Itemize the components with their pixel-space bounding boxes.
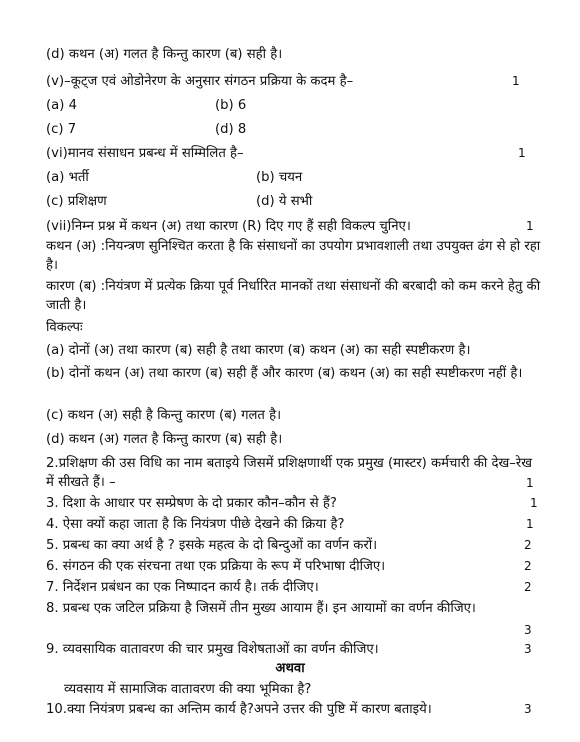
question-vi-option-b: (b) चयन bbox=[256, 170, 303, 185]
question-v-option-b: (b) 6 bbox=[215, 98, 247, 113]
question-10: 10.क्या नियंत्रण प्रबन्ध का अन्तिम कार्य है?अपने उत्तर की पुष्टि में कारण बताइये। bbox=[46, 702, 432, 717]
question-v-option-c: (c) 7 bbox=[46, 122, 77, 137]
question-vi-mark: 1 bbox=[518, 146, 526, 160]
question-4: 4. ऐसा क्यों कहा जाता है कि नियंत्रण पीछे देखने की क्रिया है? bbox=[46, 517, 345, 532]
option-d-line: (d) कथन (अ) गलत है किन्तु कारण (ब) सही है। bbox=[46, 47, 283, 62]
question-vi-option-c: (c) प्रशिक्षण bbox=[46, 194, 107, 209]
question-7-mark: 2 bbox=[524, 580, 532, 594]
question-8: 8. प्रबन्ध एक जटिल प्रक्रिया है जिसमें तीन मुख्य आयाम हैं। इन आयामों का वर्णन कीजिए। bbox=[46, 601, 476, 616]
vii-option-c: (c) कथन (अ) सही है किन्तु कारण (ब) गलत है। bbox=[46, 408, 282, 423]
question-vi-option-a: (a) भर्ती bbox=[46, 170, 89, 185]
question-6-mark: 2 bbox=[524, 559, 532, 573]
question-v-option-a: (a) 4 bbox=[46, 98, 77, 113]
question-2: 2.प्रशिक्षण की उस विधि का नाम बताइये जिसमें प्रशिक्षणार्थी एक प्रमुख (मास्टर) कर्मचारी की देख–रेख में सीखते हैं। – bbox=[46, 456, 533, 490]
question-vi: (vi)मानव संसाधन प्रबन्ध में सम्मिलित है– bbox=[46, 146, 244, 161]
question-v: (v)–कूट्ज एवं ओडोनेरण के अनुसार संगठन प्रक्रिया के कदम है– bbox=[46, 74, 354, 89]
question-9-mark: 3 bbox=[524, 642, 532, 656]
question-vii-mark: 1 bbox=[526, 219, 534, 233]
question-5-mark: 2 bbox=[524, 538, 532, 552]
question-v-option-d: (d) 8 bbox=[215, 122, 247, 137]
statement-a: कथन (अ) :नियन्त्रण सुनिश्चित करता है कि संसाधनों का उपयोग प्रभावशाली तथा उपयुक्त ढंग से हो रहा है। bbox=[46, 239, 541, 273]
vii-option-a: (a) दोनों (अ) तथा कारण (ब) सही है तथा कारण (ब) कथन (अ) का सही स्पष्टीकरण है। bbox=[46, 343, 471, 358]
question-10-mark: 3 bbox=[524, 702, 532, 716]
question-v-mark: 1 bbox=[512, 74, 520, 88]
athva-heading: अथवा bbox=[275, 661, 305, 676]
question-5: 5. प्रबन्ध का क्या अर्थ है ? इसके महत्व के दो बिन्दुओं का वर्णन करों। bbox=[46, 538, 378, 553]
vii-option-d: (d) कथन (अ) गलत है किन्तु कारण (ब) सही है। bbox=[46, 432, 283, 447]
question-3: 3. दिशा के आधार पर सम्प्रेषण के दो प्रकार कौन–कौन से हैं? bbox=[46, 496, 337, 511]
options-heading: विकल्पः bbox=[46, 320, 83, 335]
question-vii: (vii)निम्न प्रश्न में कथन (अ) तथा कारण (R) दिए गए हैं सही विकल्प चुनिए। bbox=[46, 219, 411, 234]
question-9-alternative: व्यवसाय में सामाजिक वातावरण की क्या भूमिका है? bbox=[64, 682, 312, 697]
question-6: 6. संगठन की एक संरचना तथा एक प्रक्रिया के रूप में परिभाषा दीजिए। bbox=[46, 559, 386, 574]
question-8-mark: 3 bbox=[524, 623, 532, 637]
reason-b: कारण (ब) :नियंत्रण में प्रत्येक क्रिया पूर्व निर्धारित मानकों तथा संसाधनों की बरबादी को कम करने हेतु की जाती है। bbox=[46, 279, 541, 313]
vii-option-b: (b) दोनों कथन (अ) तथा कारण (ब) सही हैं और कारण (ब) कथन (अ) का सही स्पष्टीकरण नहीं है। bbox=[46, 366, 523, 381]
question-4-mark: 1 bbox=[526, 517, 534, 531]
question-9: 9. व्यवसायिक वातावरण की चार प्रमुख विशेषताओं का वर्णन कीजिए। bbox=[46, 642, 379, 657]
question-2-mark: 1 bbox=[526, 476, 534, 490]
question-7: 7. निर्देशन प्रबंधन का एक निष्पादन कार्य है। तर्क दीजिए। bbox=[46, 580, 319, 595]
question-vi-option-d: (d) ये सभी bbox=[256, 194, 313, 209]
question-3-mark: 1 bbox=[530, 496, 538, 510]
